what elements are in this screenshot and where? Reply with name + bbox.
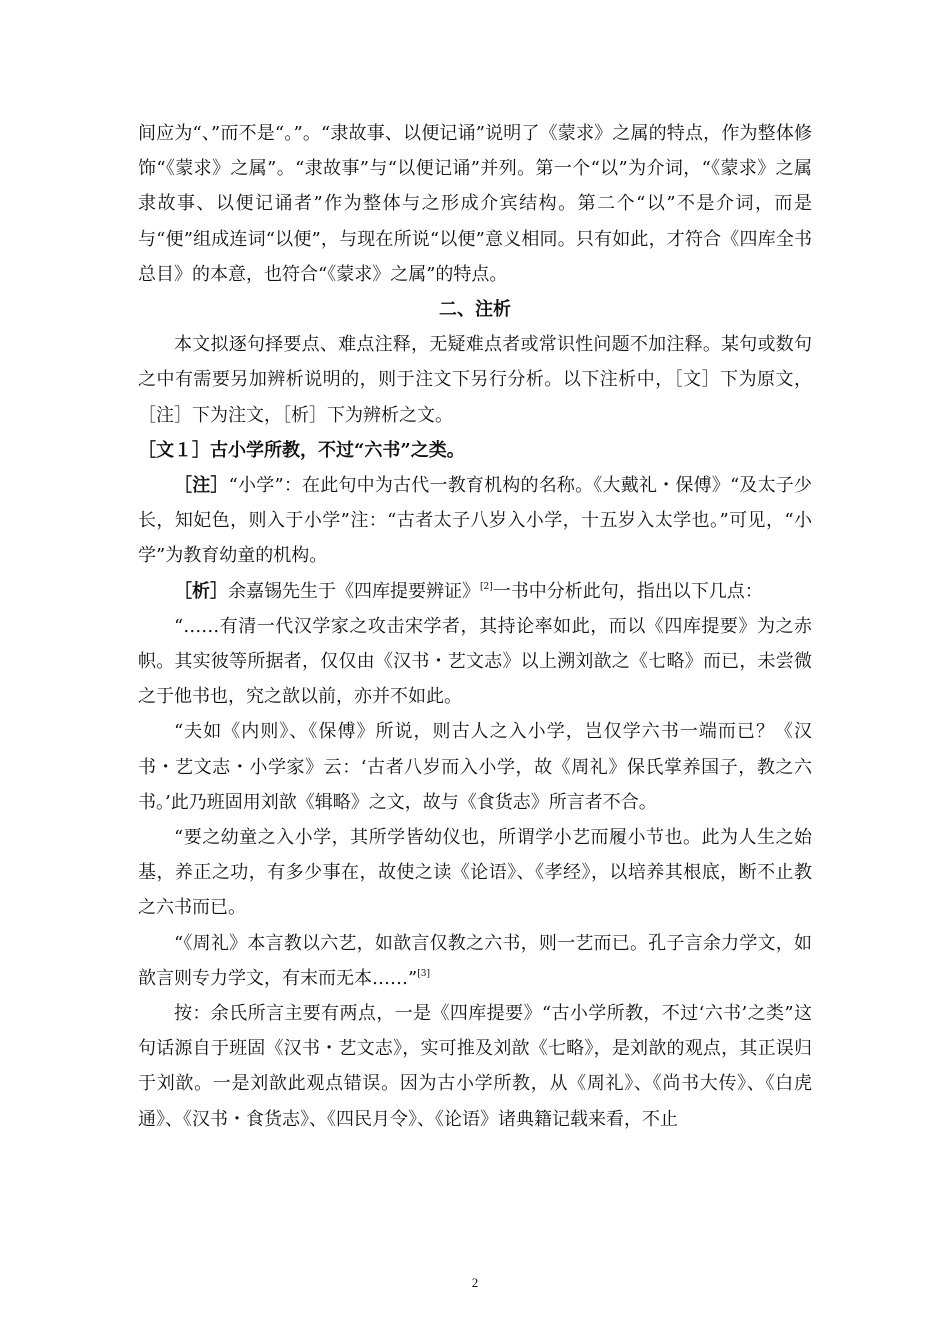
paragraph-intro: 本文拟逐句择要点、难点注释，无疑难点者或常识性问题不加注释。某句或数句之中有需要另加辨析说明的，则于注文下另行分析。以下注析中，［文］下为原文，［注］下为注文，［析］下为辨析之文。: [138, 334, 812, 426]
annotation-text: “小学”：在此句中为古代一教育机构的名称。《大戴礼・保傅》“及太子少长，知妃色，则入于小学”注：“古者太子八岁入小学，十五岁入太学也。”可见，“小学”为教育幼童的机构。: [138, 475, 813, 567]
commentary-paragraph: 按：余氏所言主要有两点，一是《四库提要》“古小学所教，不过‘六书’之类”这句话源自于班固《汉书・艺文志》，实可推及刘歆《七略》，是刘歆的观点，其正误归于刘歆。一是刘歆此观点错误。因为古小学所教，从《周礼》、《尚书大传》、《白虎通》、《汉书・食货志》、《四民月令》、《论语》诸典籍记载来看，不止: [138, 1003, 812, 1130]
annotation-label: ［注］: [174, 475, 229, 497]
quote-4-text: “《周礼》本言教以六艺，如歆言仅教之六书，则一艺而已。孔子言余力学文，如歆言则专力学文，有末而无本……”: [138, 932, 812, 989]
analysis-label: ［析］: [174, 580, 228, 602]
analysis-text-b: 一书中分析此句，指出以下几点：: [492, 580, 763, 602]
footnote-ref-2: [2]: [480, 581, 493, 592]
section-heading: 二、注析: [439, 299, 511, 321]
footnote-ref-3: [3]: [417, 968, 430, 979]
paragraph-continuation: 间应为“、”而不是“。”。“隶故事、以便记诵”说明了《蒙求》之属的特点，作为整体修饰“《蒙求》之属”。“隶故事”与“以便记诵”并列。第一个“以”为介词，“《蒙求》之属隶故事、以便记诵者”作为整体与之形成介宾结构。第二个“以”不是介词，而是与“便”组成连词“以便”，与现在所说“以便”意义相同。只有如此，才符合《四库全书总目》的本意，也符合“《蒙求》之属”的特点。: [138, 123, 812, 285]
quote-paragraph-2: “夫如《内则》、《保傅》所说，则古人之入小学，岂仅学六书一端而已？《汉书・艺文志・小学家》云：‘古者八岁而入小学，故《周礼》保氏掌养国子，教之六书。’此乃班固用刘歆《辑略》之文，故与《食货志》所言者不合。: [138, 721, 812, 813]
quote-paragraph-4: [138, 926, 812, 996]
analysis-text-a: 余嘉锡先生于《四库提要辨证》: [228, 580, 480, 602]
annotation-paragraph: [138, 468, 812, 574]
quote-paragraph-3: “要之幼童之入小学，其所学皆幼仪也，所谓学小艺而履小节也。此为人生之始基，养正之功，有多少事在，故使之读《论语》、《孝经》，以培养其根底，断不止教之六书而已。: [138, 827, 812, 919]
analysis-paragraph: [138, 574, 812, 609]
quote-paragraph-1: “……有清一代汉学家之攻击宋学者，其持论率如此，而以《四库提要》为之赤帜。其实彼等所据者，仅仅由《汉书・艺文志》以上溯刘歆之《七略》而已，未尝微之于他书也，究之歆以前，亦并不如此。: [138, 615, 812, 708]
text-entry-1: ［文１］古小学所教，不过“六书”之类。: [138, 439, 465, 461]
page-number: 2: [471, 1275, 479, 1290]
